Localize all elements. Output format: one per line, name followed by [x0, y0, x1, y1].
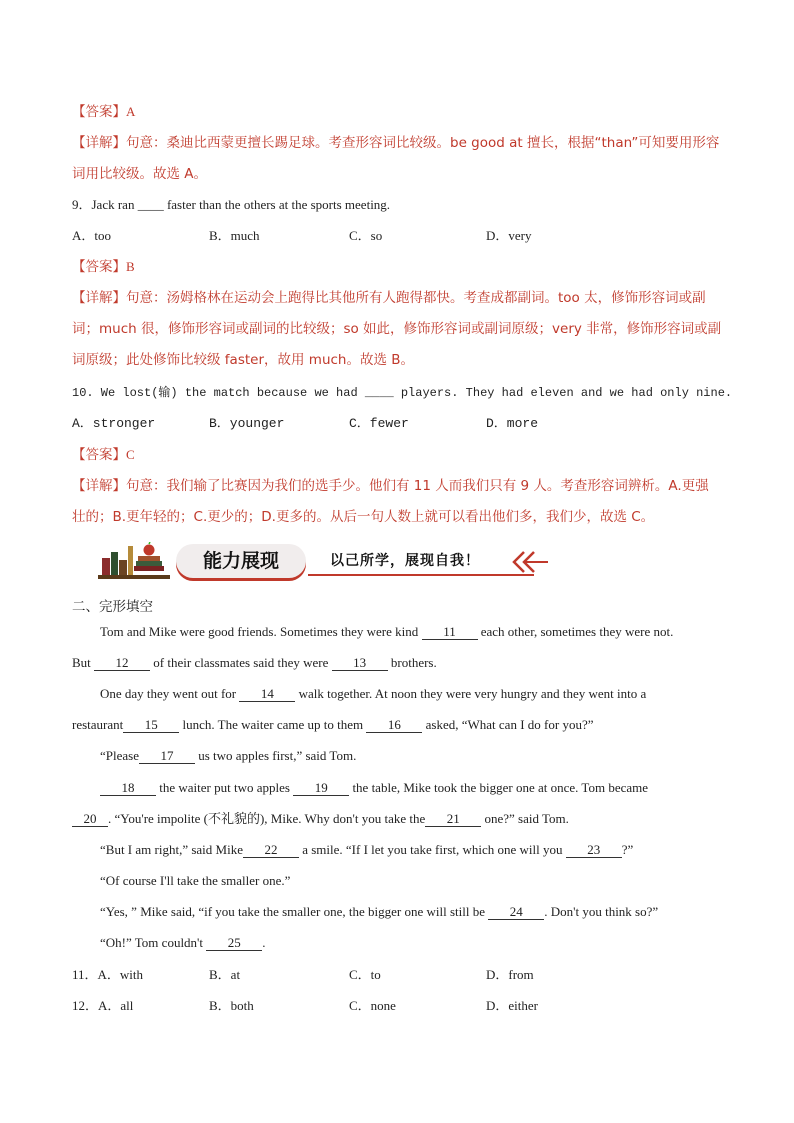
- option-c-q9: C．so: [349, 228, 383, 243]
- cloze-text: lunch. The waiter came up to them: [182, 717, 364, 732]
- detail-tag: 【详解】: [72, 290, 126, 306]
- cloze-line-7: [72, 809, 569, 829]
- banner-slogan-box: [308, 548, 534, 576]
- answer-value: C: [126, 447, 135, 462]
- blank-15: 15: [123, 717, 179, 733]
- blank-25: 25: [206, 935, 262, 951]
- detail-text: 句意：桑迪比西蒙更擅长踢足球。考查形容词比较级。be good at 擅长，根据“than”可知要用形容: [126, 135, 720, 151]
- cloze-text: of their classmates said they were: [153, 655, 329, 670]
- cloze-text: each other, sometimes they were not.: [480, 624, 674, 639]
- detail-text: 壮的；B.更年轻的；C.更少的；D.更多的。从后一句人数上就可以看出他们多，我们少，故选 C。: [72, 509, 655, 525]
- cloze-text: . “You're impolite (不礼貌的), Mike. Why don't you take the: [108, 811, 426, 826]
- cloze-text: us two apples first,” said Tom.: [198, 748, 357, 763]
- cloze-text: One day they went out for: [100, 686, 237, 701]
- blank-19: 19: [293, 780, 349, 796]
- banner-slogan: 以己所学，展现自我！: [330, 553, 480, 569]
- blank-14: 14: [239, 686, 295, 702]
- section-title: 二、完形填空: [72, 599, 153, 615]
- blank-18: 18: [100, 780, 156, 796]
- cloze-text: asked, “What can I do for you?”: [425, 717, 594, 732]
- cloze-text: Tom and Mike were good friends. Sometimes they were kind: [100, 624, 419, 639]
- option-a-q11: 11．A．with: [72, 967, 144, 982]
- cloze-text: “Oh!” Tom couldn't: [100, 935, 204, 950]
- option-b-q12: B．both: [209, 998, 254, 1013]
- option-d-q9: D．very: [486, 228, 532, 243]
- cloze-text: .: [262, 935, 266, 950]
- detail-text: 词用比较级。故选 A。: [72, 166, 208, 182]
- banner-title-pill: [176, 544, 306, 578]
- cloze-line-3: [100, 684, 646, 704]
- blank-24: 24: [488, 904, 544, 920]
- cloze-text: . Don't you think so?”: [544, 904, 659, 919]
- option-c-q11: C．to: [349, 967, 381, 982]
- detail-line-q10-2: [72, 507, 654, 527]
- cloze-text: But: [72, 655, 91, 670]
- answer-line-q9: [72, 257, 135, 277]
- cloze-text: “Please: [100, 748, 139, 763]
- cloze-text: ?”: [621, 842, 634, 857]
- banner-title: 能力展现: [202, 550, 279, 572]
- blank-13: 13: [332, 655, 388, 671]
- detail-tag: 【详解】: [72, 478, 126, 494]
- cloze-text: one?” said Tom.: [484, 811, 569, 826]
- blank-20: 20: [72, 811, 108, 827]
- option-d-q12: D．either: [486, 998, 538, 1013]
- option-b-q11: B．at: [209, 967, 241, 982]
- detail-line-q10-1: [72, 476, 709, 496]
- option-c-q10: C．fewer: [349, 416, 409, 431]
- cloze-line-9: “Of course I'll take the smaller one.”: [100, 873, 291, 888]
- answer-tag: 【答案】: [72, 259, 126, 275]
- cloze-text: “Yes, ” Mike said, “if you take the smaller one, the bigger one will still be: [100, 904, 485, 919]
- cloze-line-1: [100, 622, 673, 642]
- cloze-text: walk together. At noon they were very hungry and they went into a: [298, 686, 647, 701]
- option-b-q9: B．much: [209, 228, 260, 243]
- question-stem-q10: 10. We lost(输) the match because we had ____ players. They had eleven and we had only nine.: [72, 386, 733, 400]
- cloze-line-2: [72, 653, 437, 673]
- blank-22: 22: [243, 842, 299, 858]
- cloze-line-8: [100, 840, 633, 860]
- option-d-q11: D．from: [486, 967, 534, 982]
- cloze-text: “But I am right,” said Mike: [100, 842, 243, 857]
- double-arrow-icon: [510, 548, 550, 578]
- question-stem-q9: 9．Jack ran ____ faster than the others at the sports meeting.: [72, 197, 391, 212]
- option-a-q9: A．too: [72, 228, 112, 243]
- blank-12: 12: [94, 655, 150, 671]
- detail-tag: 【详解】: [72, 135, 126, 151]
- option-c-q12: C．none: [349, 998, 396, 1013]
- blank-21: 21: [425, 811, 481, 827]
- detail-text: 句意：汤姆格林在运动会上跑得比其他所有人跑得都快。考查成都副词。too 太，修饰形容词或副: [126, 290, 706, 306]
- blank-23: 23: [566, 842, 622, 858]
- option-a-q10: A．stronger: [72, 416, 156, 431]
- option-a-q12: 12．A．all: [72, 998, 134, 1013]
- cloze-line-6: [100, 778, 648, 798]
- cloze-line-11: [100, 933, 266, 953]
- blank-11: 11: [422, 624, 478, 640]
- answer-line-q8: [72, 102, 135, 122]
- detail-text: 词原级；此处修饰比较级 faster，故用 much。故选 B。: [72, 352, 415, 368]
- detail-text: 词；much 很，修饰形容词或副词的比较级；so 如此，修饰形容词或副词原级；very 非常，修饰形容词或副: [72, 321, 722, 337]
- cloze-line-5: [100, 746, 356, 766]
- cloze-text: the waiter put two apples: [159, 780, 290, 795]
- cloze-text: restaurant: [72, 717, 124, 732]
- section-banner: [98, 542, 558, 582]
- answer-tag: 【答案】: [72, 447, 126, 463]
- blank-16: 16: [366, 717, 422, 733]
- detail-line-q9-3: [72, 350, 414, 370]
- cloze-text: brothers.: [390, 655, 437, 670]
- answer-tag: 【答案】: [72, 104, 126, 120]
- answer-line-q10: [72, 445, 135, 465]
- option-b-q10: B．younger: [209, 416, 285, 431]
- detail-line-q8-1: [72, 133, 719, 153]
- cloze-text: a smile. “If I let you take first, which one will you: [302, 842, 563, 857]
- option-d-q10: D．more: [486, 416, 539, 431]
- cloze-text: the table, Mike took the bigger one at once. Tom became: [352, 780, 649, 795]
- detail-text: 句意：我们输了比赛因为我们的选手少。他们有 11 人而我们只有 9 人。考查形容词辨析。A.更强: [126, 478, 709, 494]
- answer-value: A: [126, 104, 136, 119]
- blank-17: 17: [139, 748, 195, 764]
- cloze-line-4: [72, 715, 593, 735]
- cloze-line-10: [100, 902, 658, 922]
- detail-line-q9-2: [72, 319, 721, 339]
- answer-value: B: [126, 259, 135, 274]
- detail-line-q9-1: [72, 288, 706, 308]
- detail-line-q8-2: [72, 164, 207, 184]
